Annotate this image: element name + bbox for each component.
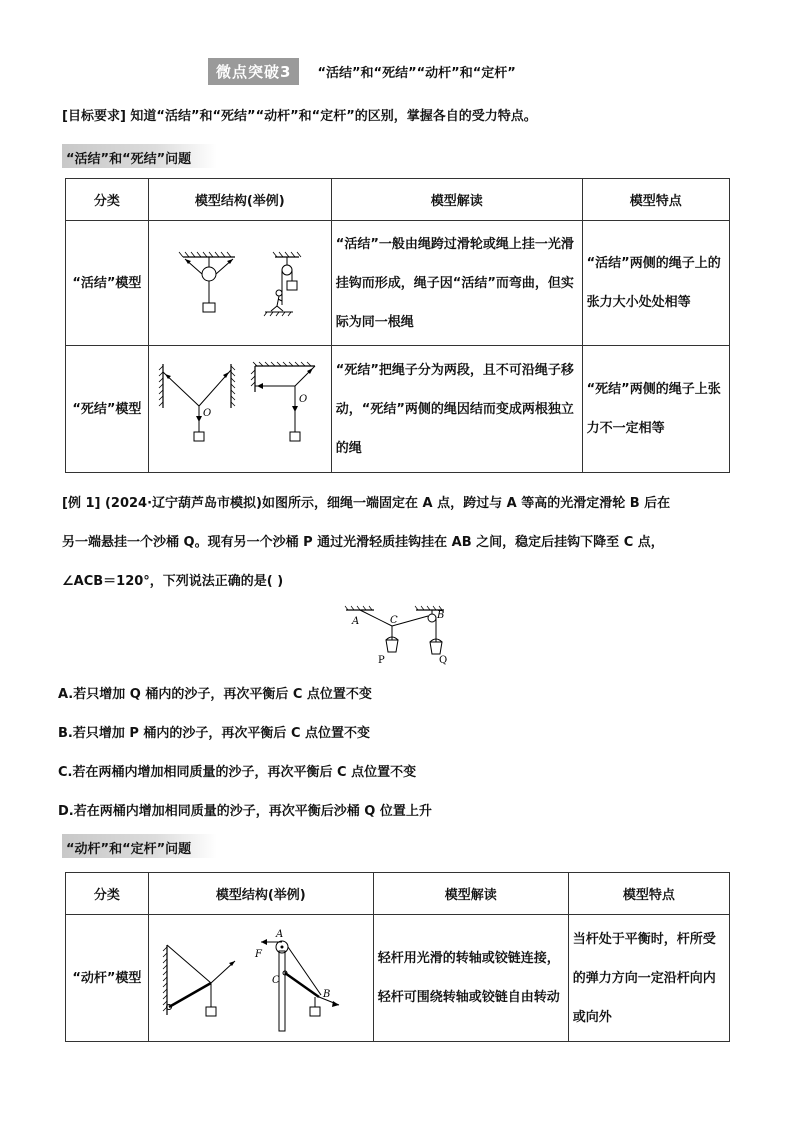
category-live-knot: “活结”模型 — [66, 221, 149, 346]
label-f: F — [254, 949, 262, 960]
table-row — [66, 221, 730, 346]
option-a: A.若只增加 Q 桶内的沙子，再次平衡后 C 点位置不变 — [58, 687, 372, 702]
table-row — [66, 915, 730, 1042]
feature-dead-knot: “死结”两侧的绳子上张力不一定相等 — [582, 346, 729, 473]
label-o-right: O — [298, 394, 307, 405]
table-header-row — [66, 179, 730, 221]
label-a: A — [275, 929, 283, 940]
header-structure: 模型结构(举例) — [148, 873, 373, 915]
example-line-3: ∠ACB＝120°，下列说法正确的是( ) — [62, 574, 284, 589]
label-c: C — [390, 615, 398, 626]
example-line-2: 另一端悬挂一个沙桶 Q。现有另一个沙桶 P 通过光滑轻质挂钩挂在 AB 之间，稳定后挂钩下降至 C 点， — [62, 535, 664, 550]
feature-live-knot: “活结”两侧的绳子上的张力大小处处相等 — [582, 221, 729, 346]
header-structure: 模型结构(举例) — [148, 179, 331, 221]
figure-live-knot — [148, 221, 331, 346]
header-reading: 模型解读 — [373, 873, 568, 915]
page-title: “活结”和“死结”“动杆”和“定杆” — [317, 66, 516, 81]
table-header-row — [66, 873, 730, 915]
example-line-1: [例 1] (2024·辽宁葫芦岛市模拟)如图所示，细绳一端固定在 A 点，跨过与 A 等高的光滑定滑轮 B 后在 — [62, 496, 671, 511]
example-pulley-diagram — [340, 604, 460, 666]
header-feature: 模型特点 — [568, 873, 729, 915]
figure-movable-rod — [148, 915, 373, 1042]
reading-live-knot: “活结”一般由绳跨过滑轮或绳上挂一光滑挂钩而形成，绳子因“活结”而弯曲，但实际为同一根绳 — [331, 221, 582, 346]
label-o-left: O — [202, 408, 211, 419]
dead-knot-diagram — [149, 346, 331, 468]
label-q: Q — [439, 655, 448, 666]
section-heading-rods: “动杆”和“定杆”问题 — [62, 834, 217, 858]
title-row — [208, 58, 516, 85]
option-d: D.若在两桶内增加相同质量的沙子，再次平衡后沙桶 Q 位置上升 — [58, 804, 432, 819]
figure-dead-knot — [148, 346, 331, 473]
section-heading-knots: “活结”和“死结”问题 — [62, 144, 217, 168]
header-reading: 模型解读 — [331, 179, 582, 221]
reading-movable-rod: 轻杆用光滑的转轴或铰链连接，轻杆可围绕转轴或铰链自由转动 — [373, 915, 568, 1042]
category-dead-knot: “死结”模型 — [66, 346, 149, 473]
reading-dead-knot: “死结”把绳子分为两段，且不可沿绳子移动，“死结”两侧的绳因结而变成两根独立的绳 — [331, 346, 582, 473]
header-category: 分类 — [66, 179, 149, 221]
label-b: B — [437, 610, 445, 621]
option-b: B.若只增加 P 桶内的沙子，再次平衡后 C 点位置不变 — [58, 726, 371, 741]
rod-model-table — [65, 872, 730, 1042]
option-c: C.若在两桶内增加相同质量的沙子，再次平衡后 C 点位置不变 — [58, 765, 417, 780]
knot-model-table — [65, 178, 730, 473]
header-category: 分类 — [66, 873, 149, 915]
section-tag: 微点突破3 — [208, 58, 299, 85]
feature-movable-rod: 当杆处于平衡时，杆所受的弹力方向一定沿杆向内或向外 — [568, 915, 729, 1042]
movable-rod-diagram — [149, 915, 373, 1037]
goal-statement: [目标要求] 知道“活结”和“死结”“动杆”和“定杆”的区别，掌握各自的受力特点。 — [62, 109, 537, 124]
header-feature: 模型特点 — [582, 179, 729, 221]
live-knot-diagram — [149, 221, 331, 341]
label-a: A — [352, 616, 360, 627]
label-c: C — [271, 975, 280, 986]
category-movable-rod: “动杆”模型 — [66, 915, 149, 1042]
label-b: B — [322, 989, 331, 1000]
label-p: P — [378, 655, 385, 666]
table-row — [66, 346, 730, 473]
